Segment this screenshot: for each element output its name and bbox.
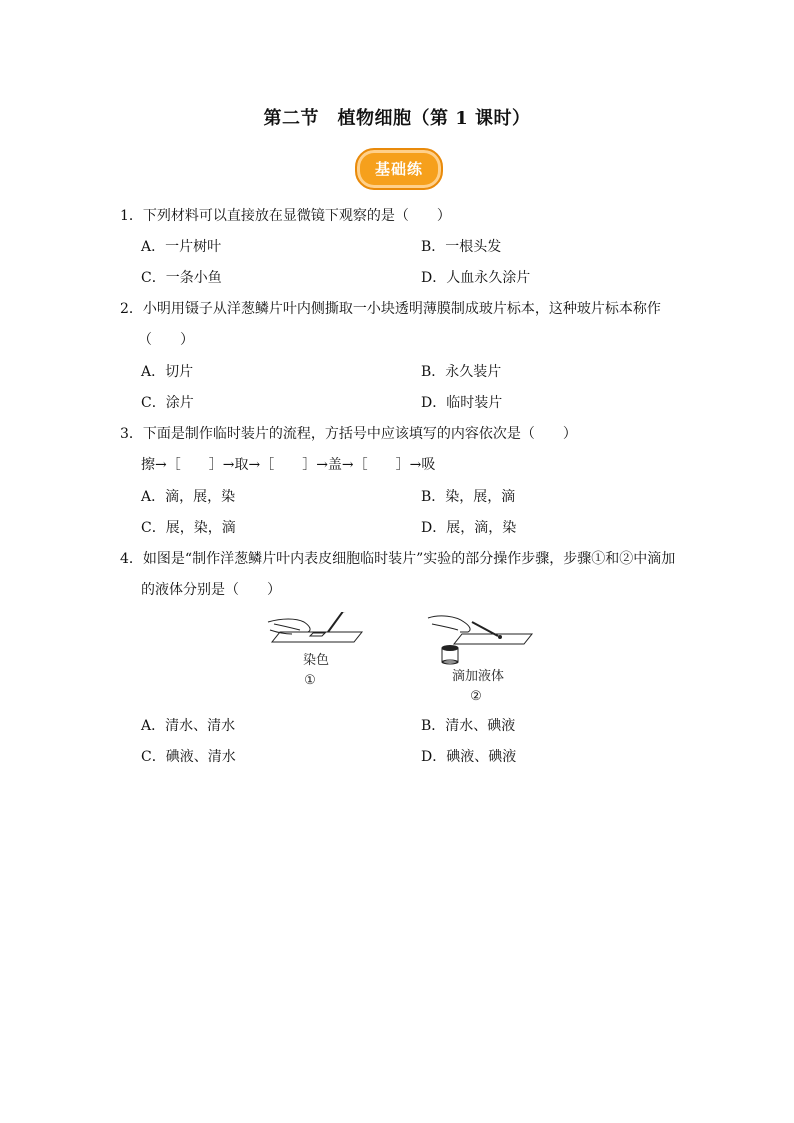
question-3-option-d[interactable]: D．展，滴，染 [421, 520, 517, 536]
step1-number: ① [304, 673, 316, 688]
question-1-option-d[interactable]: D．人血永久涂片 [421, 270, 531, 286]
question-4-stem-cont: 的液体分别是（ ） [141, 582, 281, 598]
question-2-option-d[interactable]: D．临时装片 [421, 395, 503, 411]
question-4-option-c[interactable]: C．碘液、清水 [141, 749, 236, 765]
question-4-stem: 4．如图是“制作洋葱鳞片叶内表皮细胞临时装片”实验的部分操作步骤，步骤①和②中滴加 [120, 551, 676, 567]
question-3-option-b[interactable]: B．染，展，滴 [421, 489, 516, 505]
section-badge: 基础练 [355, 148, 443, 190]
question-3-flow: 擦→［ ］→取→［ ］→盖→［ ］→吸 [141, 457, 436, 473]
question-2-option-c[interactable]: C．涂片 [141, 395, 194, 411]
question-4-option-a[interactable]: A．清水、清水 [141, 718, 236, 734]
question-2-option-a[interactable]: A．切片 [141, 364, 194, 380]
question-3-option-a[interactable]: A．滴，展，染 [141, 489, 236, 505]
experiment-figure [262, 612, 562, 712]
question-2-stem-cont: （ ） [138, 332, 194, 348]
page-title: 第二节 植物细胞（第 1 课时） [263, 108, 531, 129]
question-3-option-c[interactable]: C．展，染，滴 [141, 520, 236, 536]
question-1-option-b[interactable]: B．一根头发 [421, 239, 502, 255]
staining-illustration [268, 612, 362, 642]
question-1-option-a[interactable]: A．一片树叶 [141, 239, 222, 255]
question-2-stem: 2．小明用镊子从洋葱鳞片叶内侧撕取一小块透明薄膜制成玻片标本，这种玻片标本称作 [120, 301, 661, 317]
question-1-option-c[interactable]: C．一条小鱼 [141, 270, 222, 286]
question-3-stem: 3．下面是制作临时装片的流程，方括号中应该填写的内容依次是（ ） [120, 426, 577, 442]
step2-label: 滴加液体 [451, 669, 505, 684]
question-4-option-b[interactable]: B．清水、碘液 [421, 718, 516, 734]
question-1-stem: 1．下列材料可以直接放在显微镜下观察的是（ ） [120, 208, 451, 224]
step2-number: ② [470, 689, 482, 704]
adding-liquid-illustration [428, 616, 532, 664]
step1-label: 染色 [302, 653, 330, 668]
question-2-option-b[interactable]: B．永久装片 [421, 364, 502, 380]
question-4-option-d[interactable]: D．碘液、碘液 [421, 749, 517, 765]
